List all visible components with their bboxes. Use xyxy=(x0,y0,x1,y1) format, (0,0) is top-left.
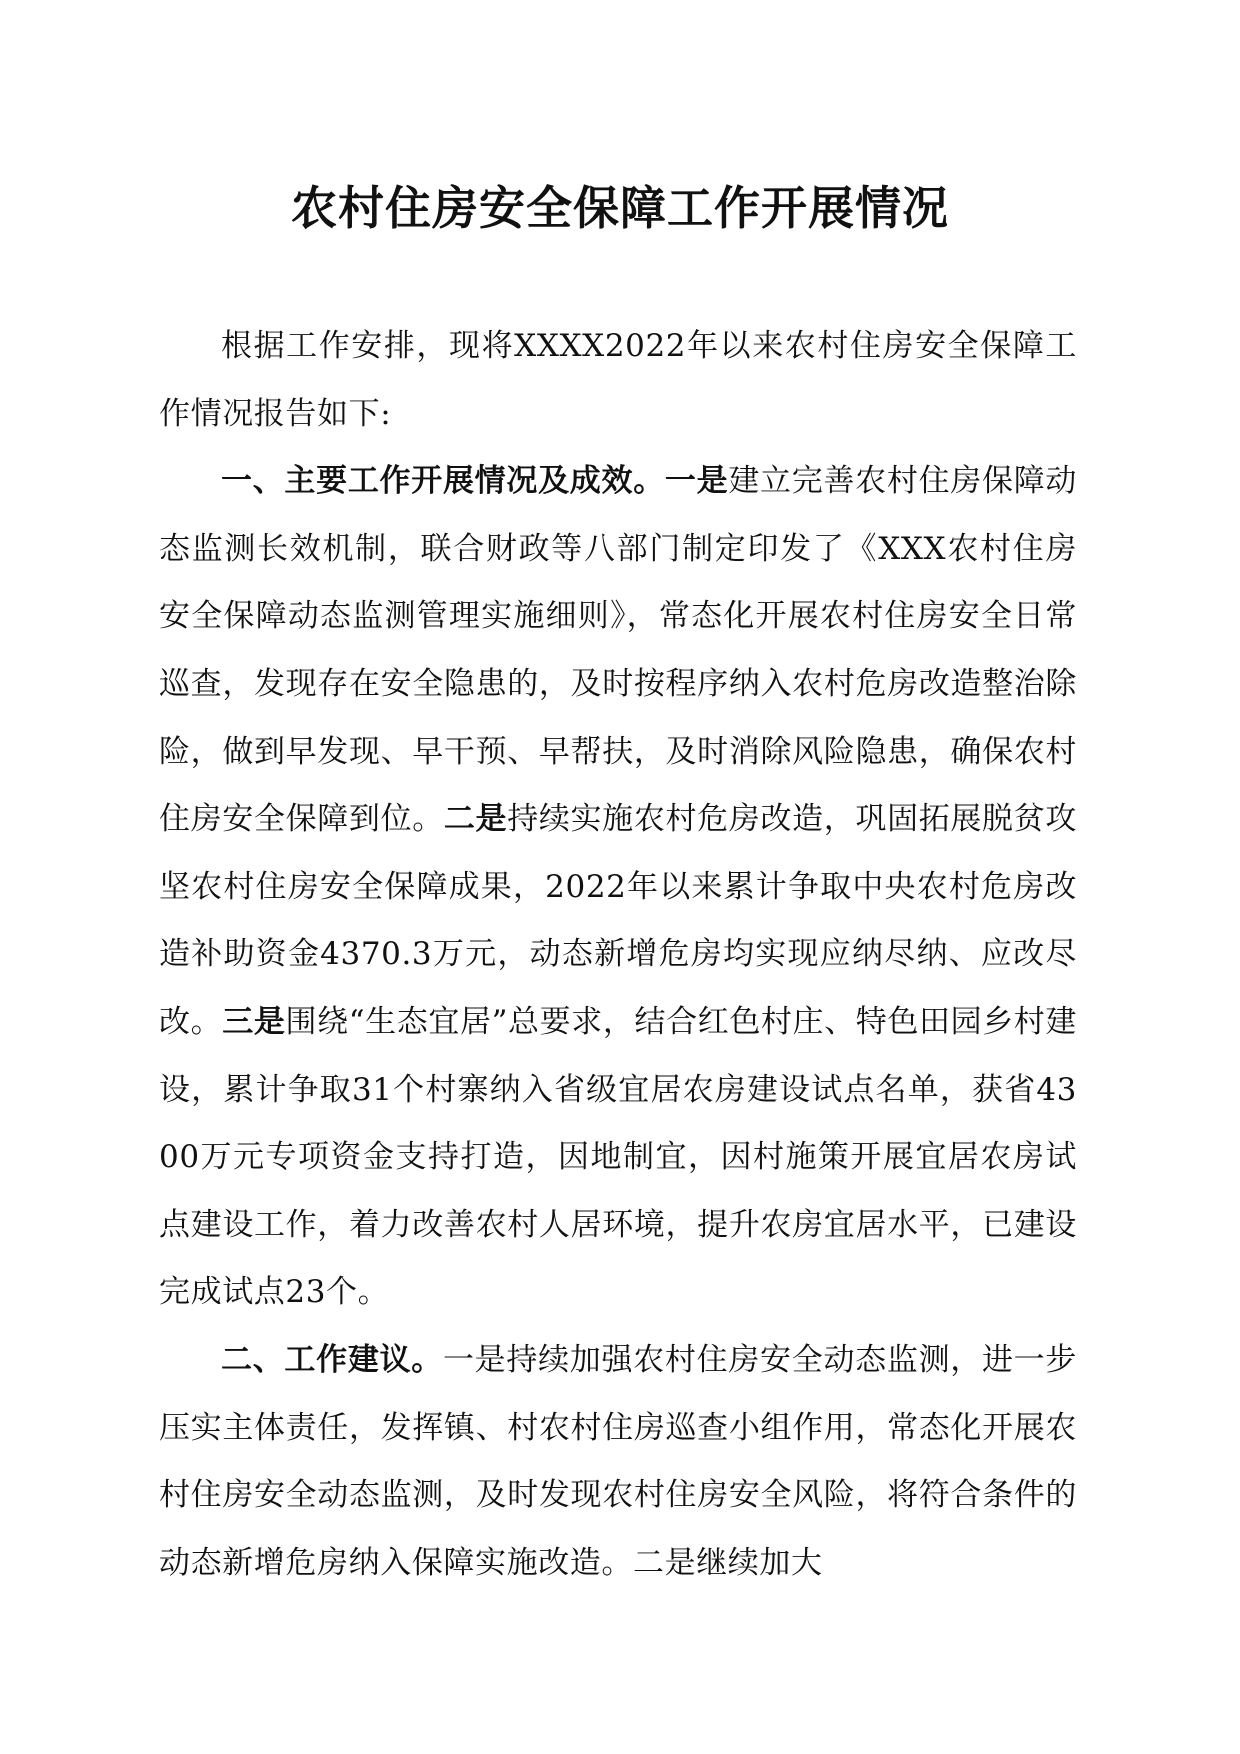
document-title: 农村住房安全保障工作开展情况 xyxy=(291,181,949,235)
intro-paragraph xyxy=(159,313,1077,448)
section-one-text-3: 围绕“生态宜居”总要求，结合红色村庄、特色田园乡村建设，累计争取31个村寨纳入省级宜居农房建设试点名单，获省4300万元专项资金支持打造，因地制宜，因村施策开展宜居农房试点建设工作，着力改善农村人居环境，提升农房宜居水平，已建设完成试点23个。 xyxy=(159,1003,1078,1311)
section-one-heading: 一、主要工作开展情况及成效。 xyxy=(221,463,665,500)
section-one-paragraph xyxy=(159,448,1077,1327)
section-one-lead-2: 二是 xyxy=(443,801,508,838)
section-two-text: 一是持续加强农村住房安全动态监测，进一步压实主体责任，发挥镇、村农村住房巡查小组作用，常态化开展农村住房安全动态监测，及时发现农村住房安全风险，将符合条件的动态新增危房纳入保障实施改造。二是继续加大 xyxy=(159,1341,1077,1581)
section-two-paragraph xyxy=(159,1327,1077,1597)
section-one-lead-1: 一是 xyxy=(664,463,729,500)
intro-text: 根据工作安排，现将XXXX2022年以来农村住房安全保障工作情况报告如下: xyxy=(159,328,1077,432)
section-two-heading: 二、工作建议。 xyxy=(221,1341,443,1378)
section-one-lead-3: 三是 xyxy=(222,1003,286,1040)
section-one-text-1: 建立完善农村住房保障动态监测长效机制，联合财政等八部门制定印发了《XXX农村住房安全保障动态监测管理实施细则》，常态化开展农村住房安全日常巡查，发现存在安全隐患的，及时按程序纳入农村危房改造整治除险，做到早发现、早干预、早帮扶，及时消除风险隐患，确保农村住房安全保障到位。 xyxy=(159,463,1077,838)
section-one-text-2: 持续实施农村危房改造，巩固拓展脱贫攻坚农村住房安全保障成果，2022年以来累计争取中央农村危房改造补助资金4370.3万元，动态新增危房均实现应纳尽纳、应改尽改。 xyxy=(159,801,1077,1040)
document-body xyxy=(159,313,1077,1597)
